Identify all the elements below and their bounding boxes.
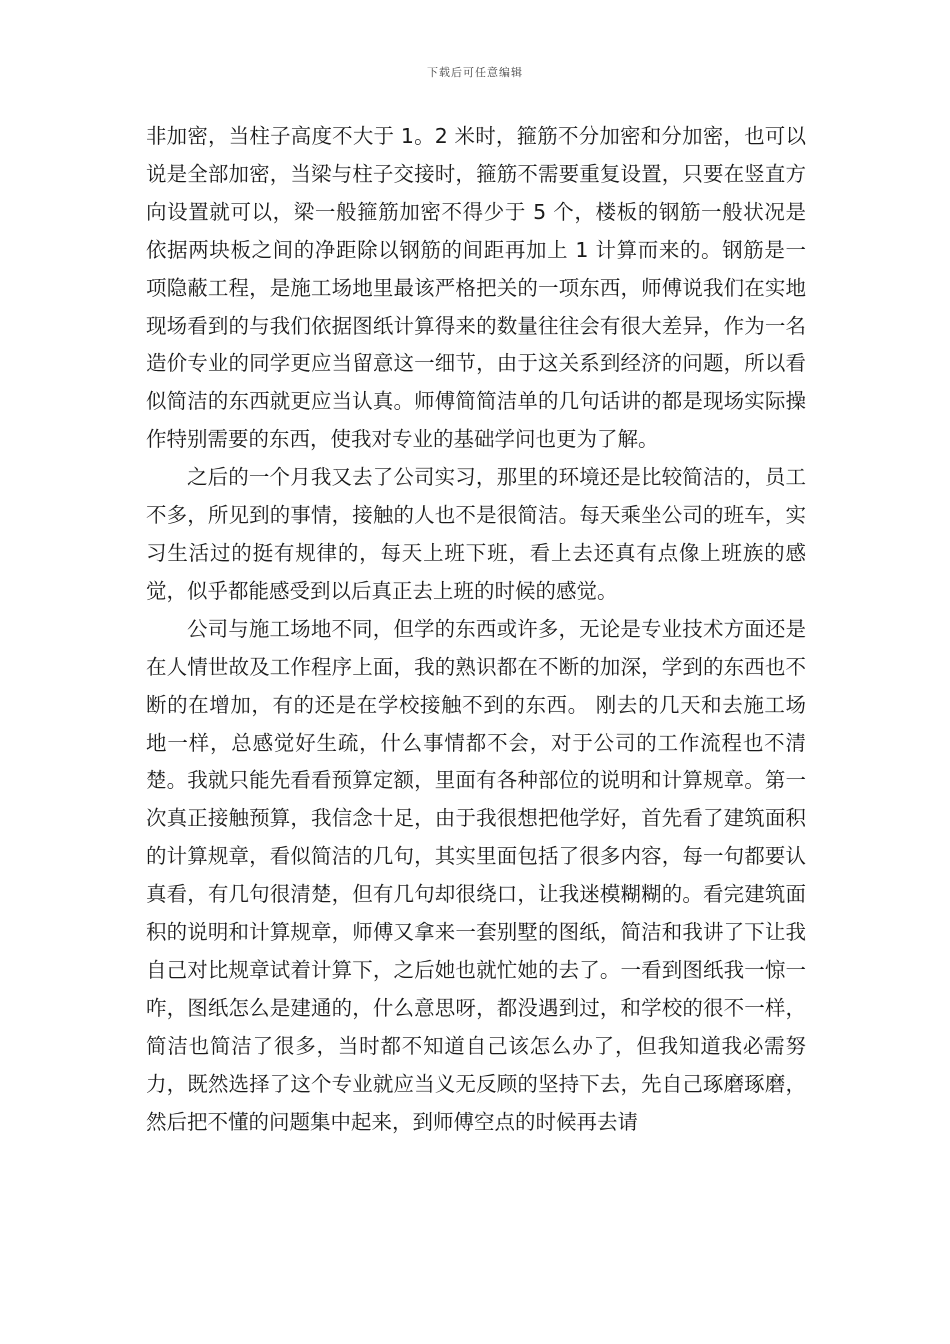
paragraph-continued: 非加密，当柱子高度不大于 1。2 米时，箍筋不分加密和分加密，也可以说是全部加密，当梁与柱子交接时，箍筋不需要重复设置，只要在竖直方向设置就可以，梁一般箍筋加密不得少于 5 个，楼板的钢筋一般状况是依据两块板之间的净距除以钢筋的间距再加上 1 计算而来的。钢筋是一项隐蔽工程，是施工场地里最该严格把关的一项东西，师傅说我们在实地现场看到的与我们依据图纸计算得来的数量往往会有很大差异，作为一名造价专业的同学更应当留意这一细节，由于这关系到经济的问题，所以看似简洁的东西就更应当认真。师傅简简洁单的几句话讲的都是现场实际操作特别需要的东西，使我对专业的基础学问也更为了解。 (146, 124, 806, 452)
body-text (146, 118, 806, 1141)
header-note: 下载后可任意编辑 (427, 66, 523, 79)
paragraph-company-vs-site: 公司与施工场地不同，但学的东西或许多，无论是专业技术方面还是在人情世故及工作程序上面，我的熟识都在不断的加深，学到的东西也不断的在增加，有的还是在学校接触不到的东西。 刚去的几天和去施工场地一样，总感觉好生疏，什么事情都不会，对于公司的工作流程也不清楚。我就只能先看看预算定额，里面有各种部位的说明和计算规章。第一次真正接触预算，我信念十足，由于我很想把他学好，首先看了建筑面积的计算规章，看似简洁的几句，其实里面包括了很多内容，每一句都要认真看，有几句很清楚，但有几句却很绕口，让我迷模糊糊的。看完建筑面积的说明和计算规章，师傅又拿来一套别墅的图纸，简洁和我讲了下让我自己对比规章试着计算下，之后她也就忙她的去了。一看到图纸我一惊一咋，图纸怎么是建通的，什么意思呀，都没遇到过，和学校的很不一样，简洁也简洁了很多，当时都不知道自己该怎么办了，但我知道我必需努力，既然选择了这个专业就应当义无反顾的坚持下去，先自己琢磨琢磨，然后把不懂的问题集中起来，到师傅空点的时候再去请 (146, 616, 806, 1134)
paragraph-company-internship: 之后的一个月我又去了公司实习，那里的环境还是比较简洁的，员工不多，所见到的事情，接触的人也不是很简洁。每天乘坐公司的班车，实习生活过的挺有规律的，每天上班下班，看上去还真有点像上班族的感觉，似乎都能感受到以后真正去上班的时候的感觉。 (146, 465, 806, 603)
